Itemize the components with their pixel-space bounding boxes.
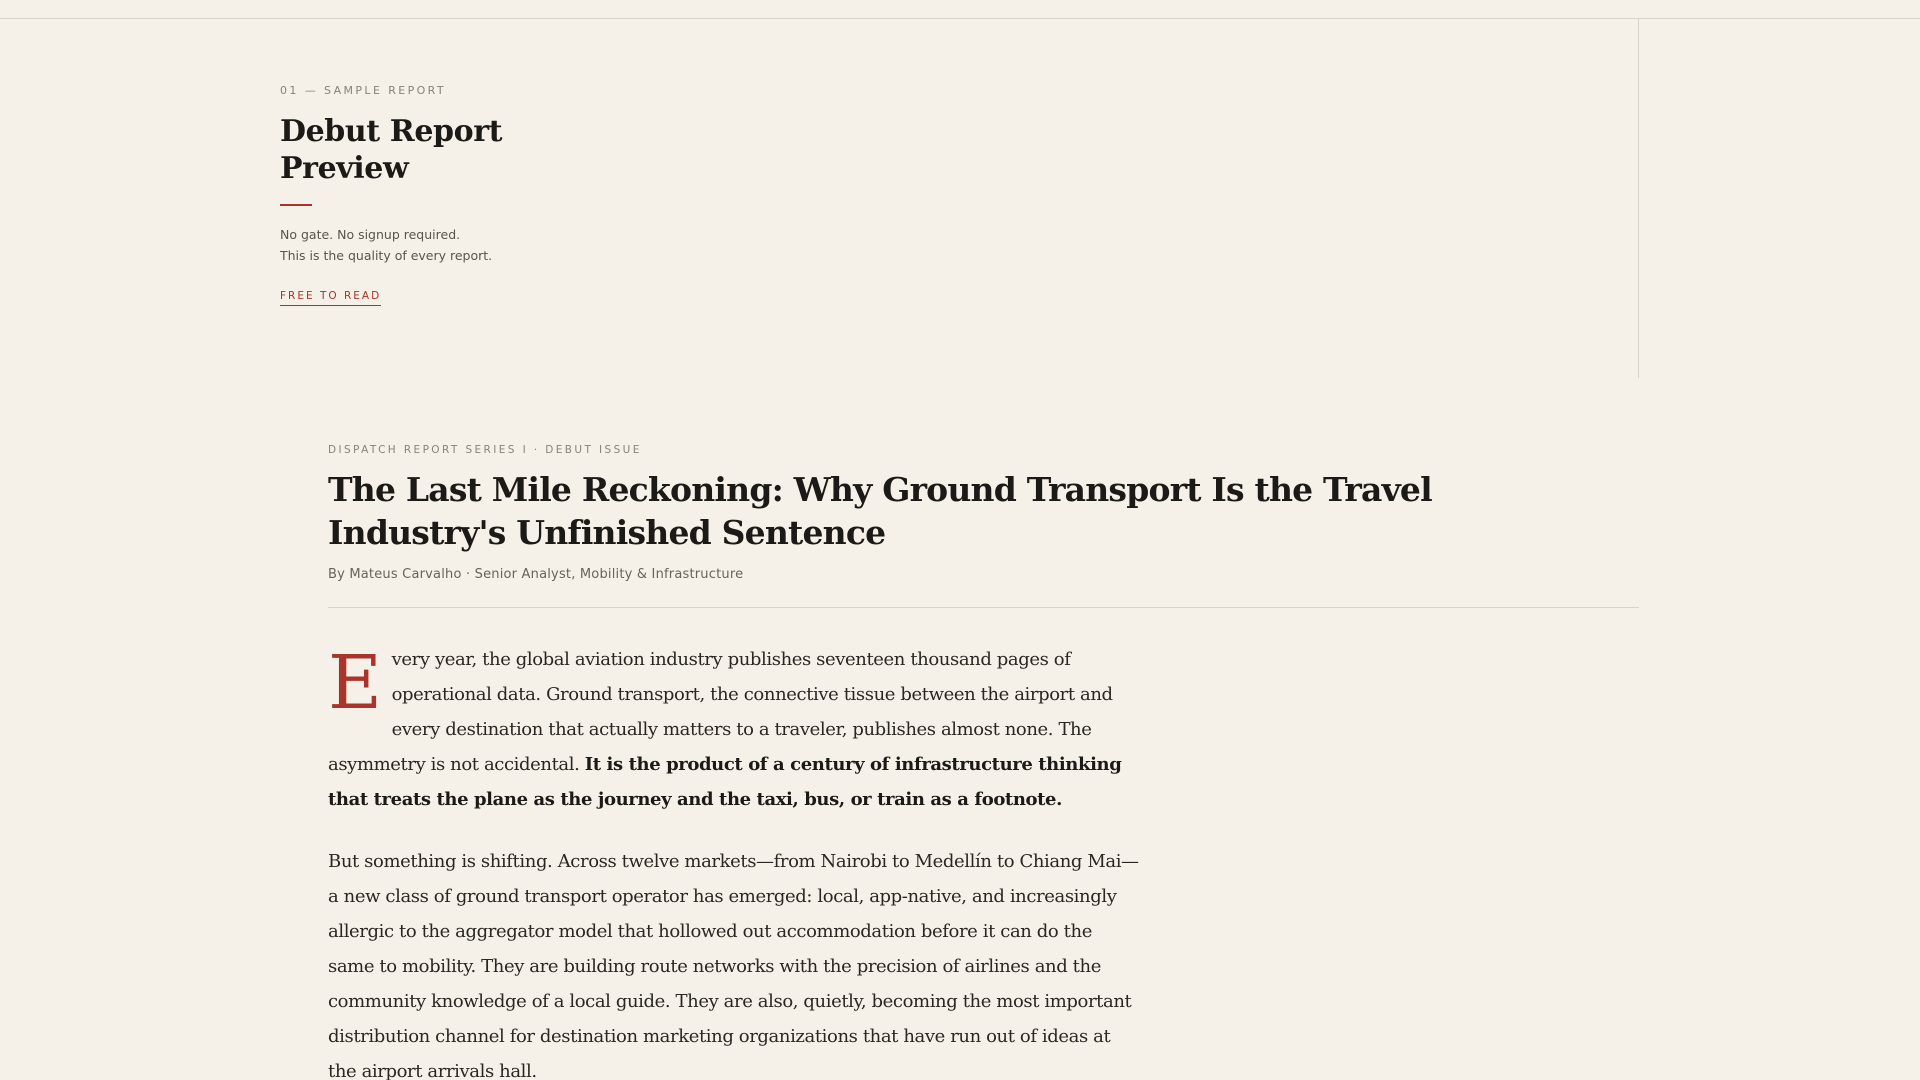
preview-description — [280, 224, 700, 266]
accent-divider — [280, 204, 312, 206]
report-title: The Last Mile Reckoning: Why Ground Transport Is the Travel Industry's Unfinished Sentence — [328, 470, 1432, 552]
preview-description-line-1: No gate. No signup required. — [280, 227, 461, 242]
report-byline: By Mateus Carvalho · Senior Analyst, Mobility & Infrastructure — [328, 567, 744, 582]
article-body — [328, 642, 1143, 1080]
paragraph-1-text: very year, the global aviation industry publishes seventeen thousand pages of operational data. Ground transport, the connective tissue between the airport and every destination that actually matters to a traveler, publishes almost none. The asymmetry is not accidental. — [328, 649, 1113, 775]
drop-cap: E — [328, 640, 382, 726]
byline-divider — [328, 607, 1639, 608]
article-paragraph-2: But something is shifting. Across twelve markets—from Nairobi to Medellín to Chiang Mai—a new class of ground transport operator has emerged: local, app-native, and increasingly allergic to the aggregator model that hollowed out accommodation before it can do the same to mobility. They are building route networks with the precision of airlines and the community knowledge of a local guide. They are also, quietly, becoming the most important distribution channel for destination marketing organizations that have run out of ideas at the airport arrivals hall. — [328, 851, 1139, 1080]
report-series-label: DISPATCH REPORT SERIES I · DEBUT ISSUE — [328, 444, 642, 456]
sample-report-intro — [280, 84, 700, 306]
free-to-read-link[interactable]: FREE TO READ — [280, 290, 381, 306]
preview-description-line-2: This is the quality of every report. — [280, 248, 493, 263]
vertical-divider — [1638, 19, 1639, 378]
preview-title — [280, 113, 700, 187]
preview-title-line-1: Debut Report — [280, 114, 503, 149]
report-article — [328, 444, 1639, 1080]
section-eyebrow: 01 — SAMPLE REPORT — [280, 84, 447, 97]
paragraph-1-emphasis: It is the product of a century of infrastructure thinking that treats the plane as the journey and the taxi, bus, or train as a footnote. — [328, 754, 1122, 810]
preview-title-line-2: Preview — [280, 151, 409, 186]
article-paragraph-1 — [328, 642, 1143, 817]
top-divider — [0, 18, 1920, 19]
